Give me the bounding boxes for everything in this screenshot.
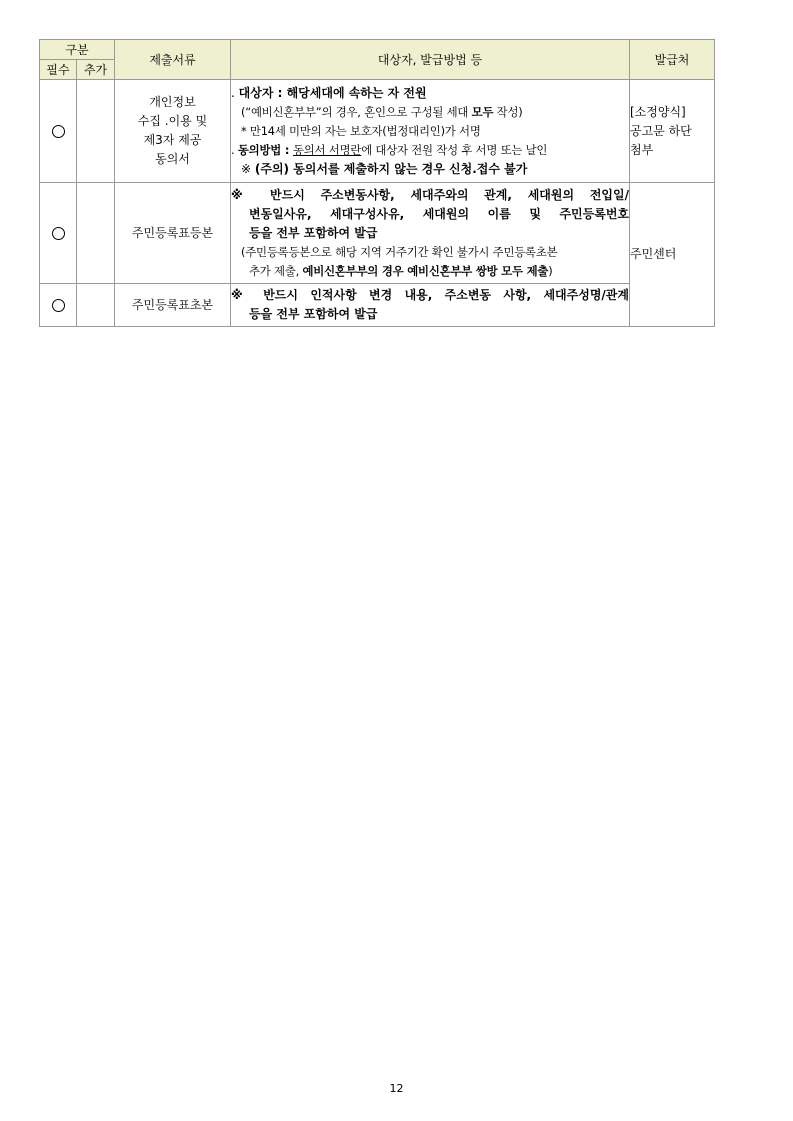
desc-text: 에 대상자 전원 작성 후 서명 또는 날인 [361, 142, 548, 157]
desc-text: (“예비신혼부부”의 경우, 혼인으로 구성될 세대 [241, 104, 472, 119]
desc-text: 추가 제출, [249, 263, 303, 278]
desc-text: 대상자 : 해당세대에 속하는 자 전원 [238, 85, 427, 100]
desc-line [231, 84, 629, 103]
document-name: 주민등록표초본 [115, 284, 231, 327]
desc-line: 등을 전부 포함하여 발급 [249, 225, 378, 240]
required-mark [52, 125, 65, 138]
document-name: 주민등록표등본 [115, 183, 231, 284]
header-category: 구분 [40, 40, 115, 60]
desc-text: 동의방법 : [237, 142, 293, 157]
desc-line: * 만14세 미만의 자는 보호자(법정대리인)가 서명 [241, 123, 481, 138]
issuer-line: [소정양식] [630, 104, 686, 119]
desc-text: . [231, 85, 239, 100]
desc-line: 변동일사유, 세대구성사유, 세대원의 이름 및 주민등록번호 [249, 206, 629, 221]
desc-line [231, 103, 629, 122]
issuer-cell: 주민센터 [630, 183, 715, 327]
desc-text: 동의서 서명란 [292, 142, 362, 157]
table-row [40, 284, 715, 327]
header-target-method: 대상자, 발급방법 등 [231, 40, 630, 80]
required-mark [52, 299, 65, 312]
header-additional: 추가 [77, 60, 115, 80]
description-cell [231, 284, 630, 327]
additional-cell [77, 183, 115, 284]
desc-text: . [231, 142, 238, 157]
description-cell [231, 80, 630, 183]
header-required: 필수 [40, 60, 77, 80]
required-cell [40, 183, 77, 284]
desc-text: ※ [241, 161, 255, 176]
header-issuer: 발급처 [630, 40, 715, 80]
desc-text: 모두 [471, 104, 494, 119]
documents-table [39, 39, 715, 327]
page-number: 12 [389, 1082, 404, 1095]
desc-line: (주민등록등본으로 해당 지역 거주기간 확인 불가시 주민등록초본 [241, 244, 558, 259]
document-name [115, 80, 231, 183]
desc-text: 예비신혼부부의 경우 예비신혼부부 쌍방 모두 제출 [302, 263, 549, 278]
desc-text: 작성) [493, 104, 523, 119]
table-row [40, 80, 715, 183]
required-cell [40, 80, 77, 183]
additional-cell [77, 80, 115, 183]
desc-line [231, 262, 629, 281]
desc-line [231, 160, 629, 179]
issuer-line: 첨부 [630, 142, 654, 157]
table-row [40, 183, 715, 284]
desc-text: ) [548, 263, 553, 278]
issuer-line: 공고문 하단 [630, 123, 692, 138]
required-cell [40, 284, 77, 327]
doc-line: 동의서 [155, 152, 190, 166]
issuer-cell [630, 80, 715, 183]
additional-cell [77, 284, 115, 327]
doc-line: 제3자 제공 [143, 133, 202, 147]
required-mark [52, 227, 65, 240]
header-documents: 제출서류 [115, 40, 231, 80]
desc-line [231, 141, 629, 160]
desc-line: ※ 반드시 인적사항 변경 내용, 주소변동 사항, 세대주성명/관계 [231, 288, 629, 302]
desc-text: (주의) 동의서를 제출하지 않는 경우 신청.접수 불가 [254, 161, 528, 176]
desc-line: ※ 반드시 주소변동사항, 세대주와의 관계, 세대원의 전입일/ [231, 187, 629, 202]
doc-line: 개인정보 [149, 95, 196, 109]
desc-line: 등을 전부 포함하여 발급 [249, 307, 378, 321]
doc-line: 수집 .이용 및 [137, 114, 208, 128]
description-cell [231, 183, 630, 284]
